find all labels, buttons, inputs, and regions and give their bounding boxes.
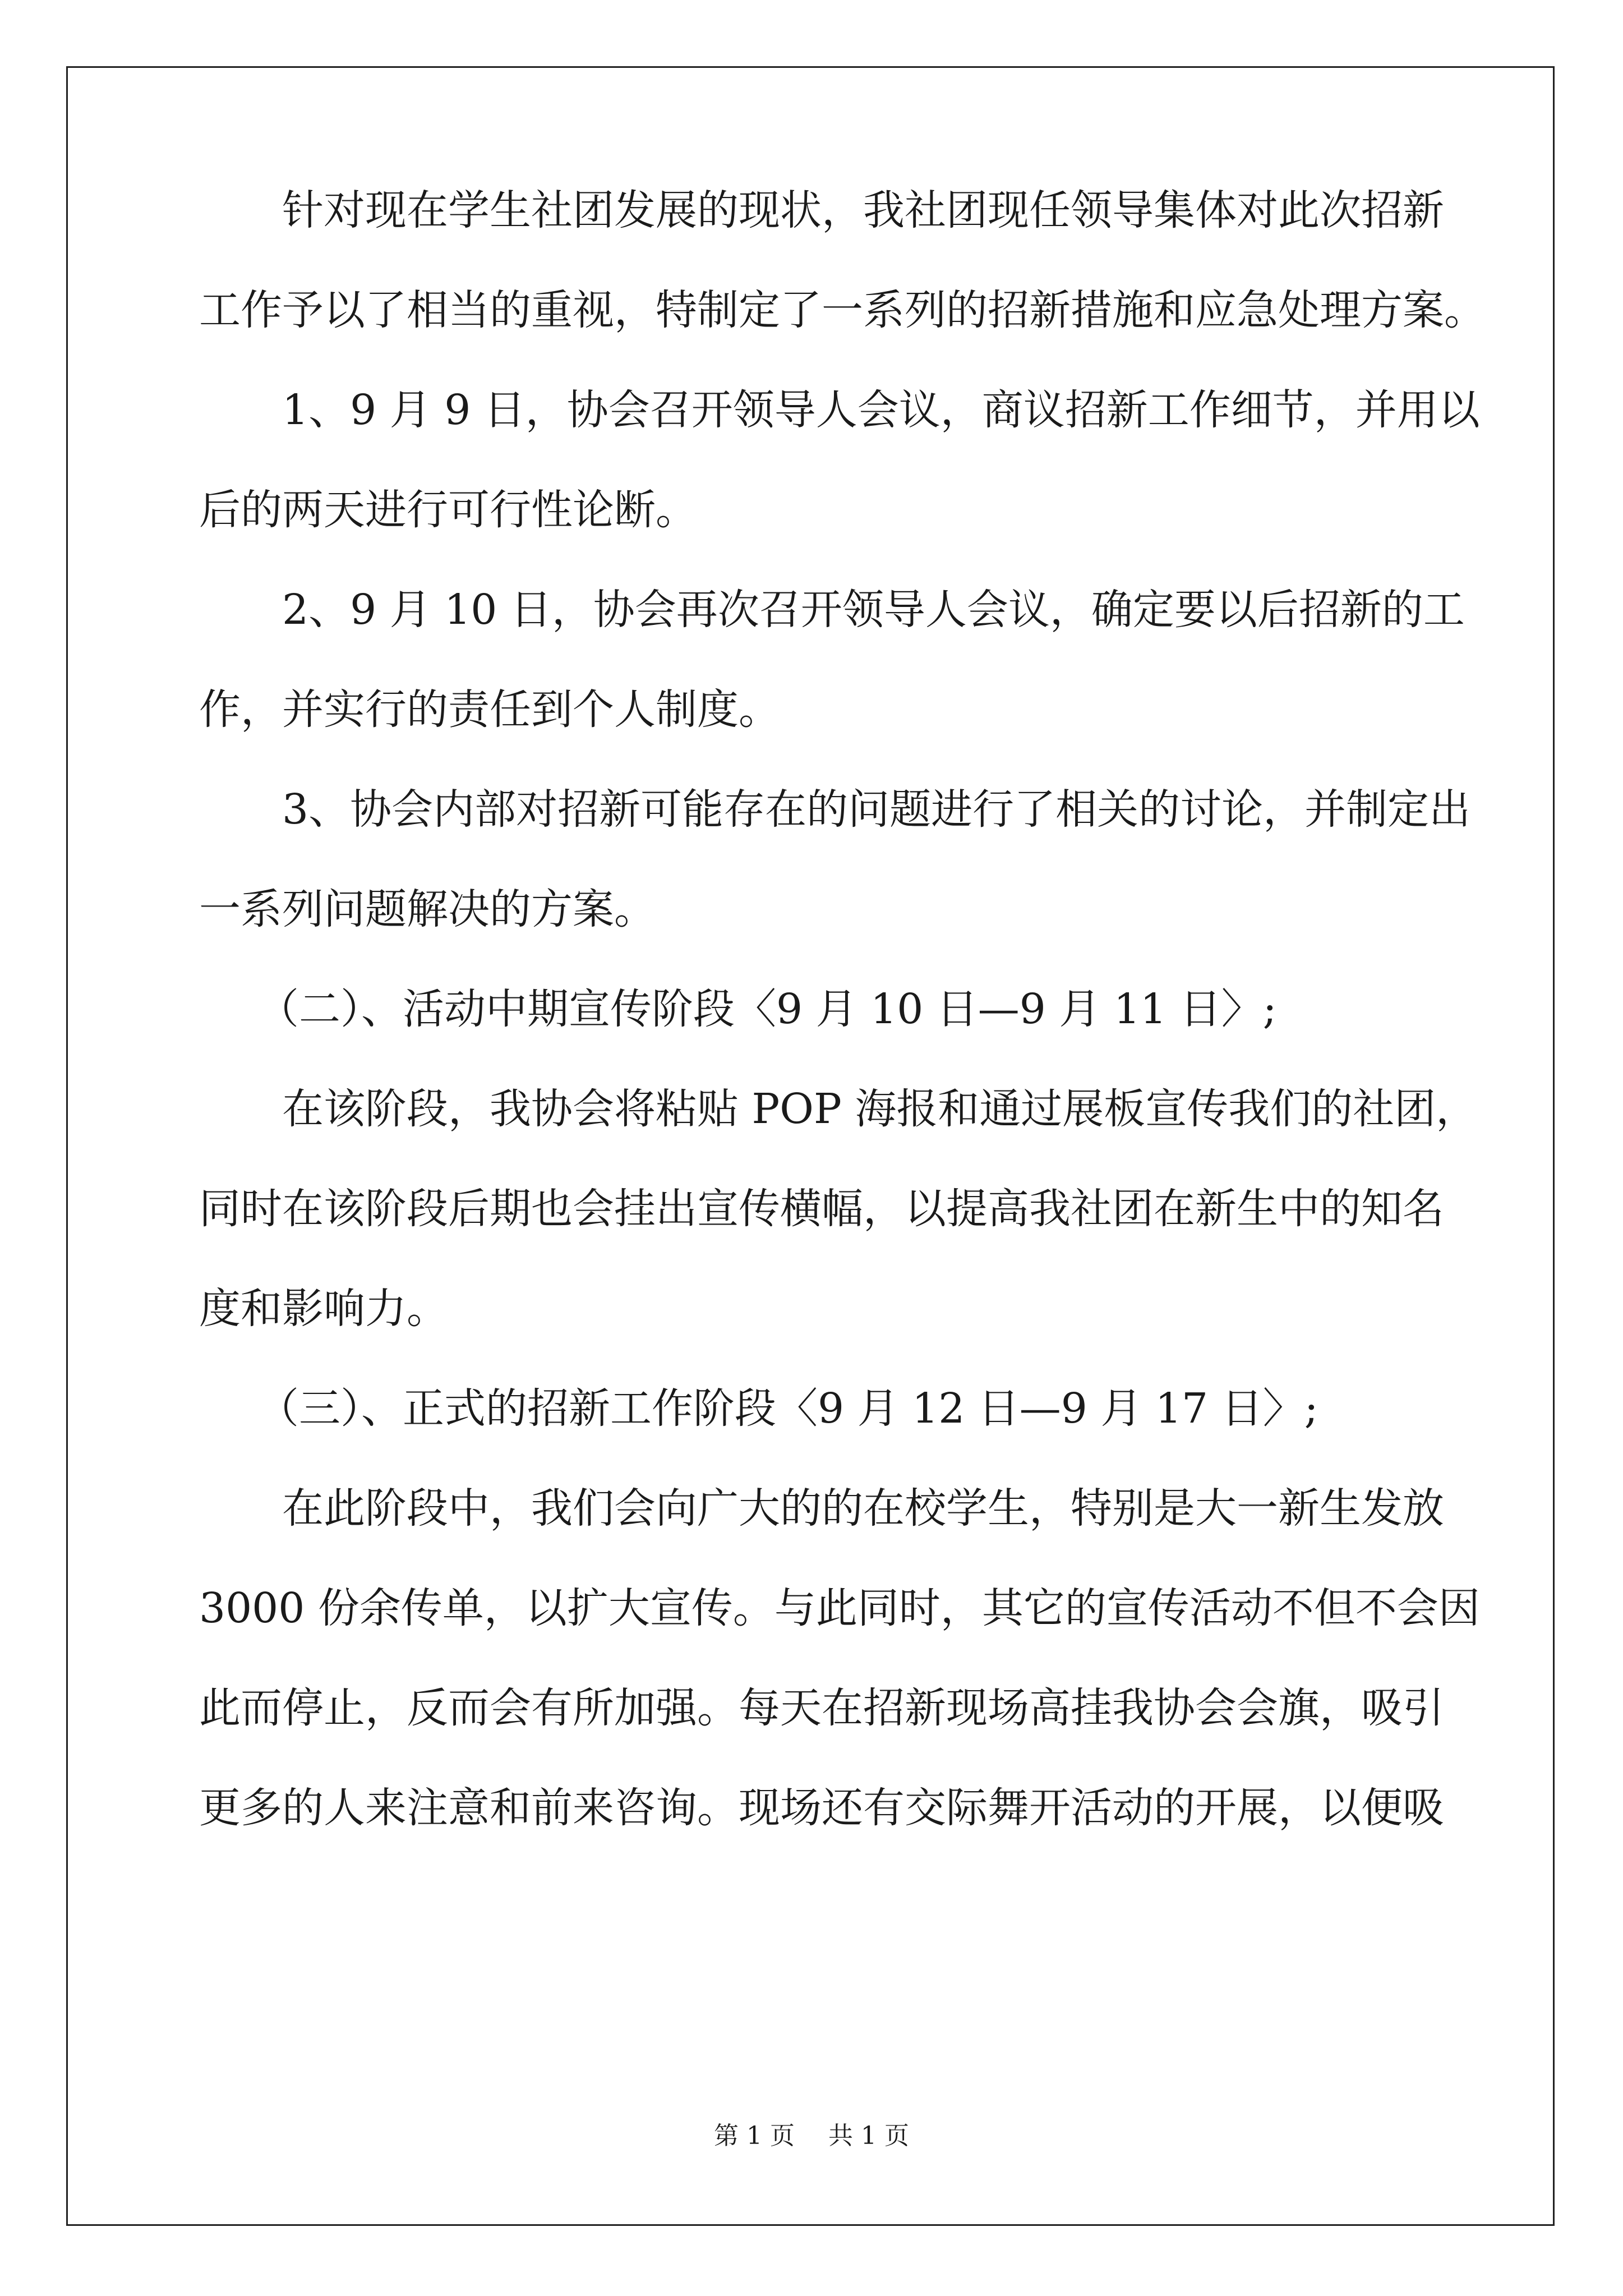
paragraph-line: 2、9 月 10 日，协会再次召开领导人会议，确定要以后招新的工: [282, 586, 1465, 634]
paragraph-line: 更多的人来注意和前来咨询。现场还有交际舞开活动的开展，以便吸: [199, 1784, 1444, 1832]
page-number-current: 第 1 页: [714, 2122, 795, 2150]
section-heading: （三）、正式的招新工作阶段〈9 月 12 日—9 月 17 日〉;: [257, 1384, 1318, 1433]
paragraph-line: 一系列问题解决的方案。: [199, 885, 656, 933]
paragraph-line: 在此阶段中，我们会向广大的的在校学生，特别是大一新生发放: [282, 1484, 1444, 1533]
paragraph-line: 后的两天进行可行性论断。: [199, 486, 697, 534]
paragraph-line: 同时在该阶段后期也会挂出宣传横幅，以提高我社团在新生中的知名: [199, 1185, 1444, 1233]
paragraph-line: 3000 份余传单，以扩大宣传。与此同时，其它的宣传活动不但不会因: [199, 1584, 1480, 1632]
paragraph-line: 作，并实行的责任到个人制度。: [199, 685, 780, 734]
paragraph-line: 3、协会内部对招新可能存在的问题进行了相关的讨论，并制定出: [282, 785, 1471, 834]
section-heading: （二）、活动中期宣传阶段〈9 月 10 日—9 月 11 日〉;: [257, 985, 1277, 1033]
page-footer: [0, 2120, 1623, 2152]
paragraph-line: 在该阶段，我协会将粘贴 POP 海报和通过展板宣传我们的社团，: [282, 1085, 1478, 1133]
page-number-total: 共 1 页: [828, 2122, 909, 2150]
paragraph-line: 工作予以了相当的重视，特制定了一系列的招新措施和应急处理方案。: [199, 286, 1486, 334]
paragraph-line: 度和影响力。: [199, 1285, 448, 1333]
paragraph-line: 针对现在学生社团发展的现状，我社团现任领导集体对此次招新: [282, 186, 1444, 234]
paragraph-line: 1、9 月 9 日，协会召开领导人会议，商议招新工作细节，并用以: [282, 386, 1480, 434]
paragraph-line: 此而停止，反而会有所加强。每天在招新现场高挂我协会会旗，吸引: [199, 1684, 1444, 1732]
